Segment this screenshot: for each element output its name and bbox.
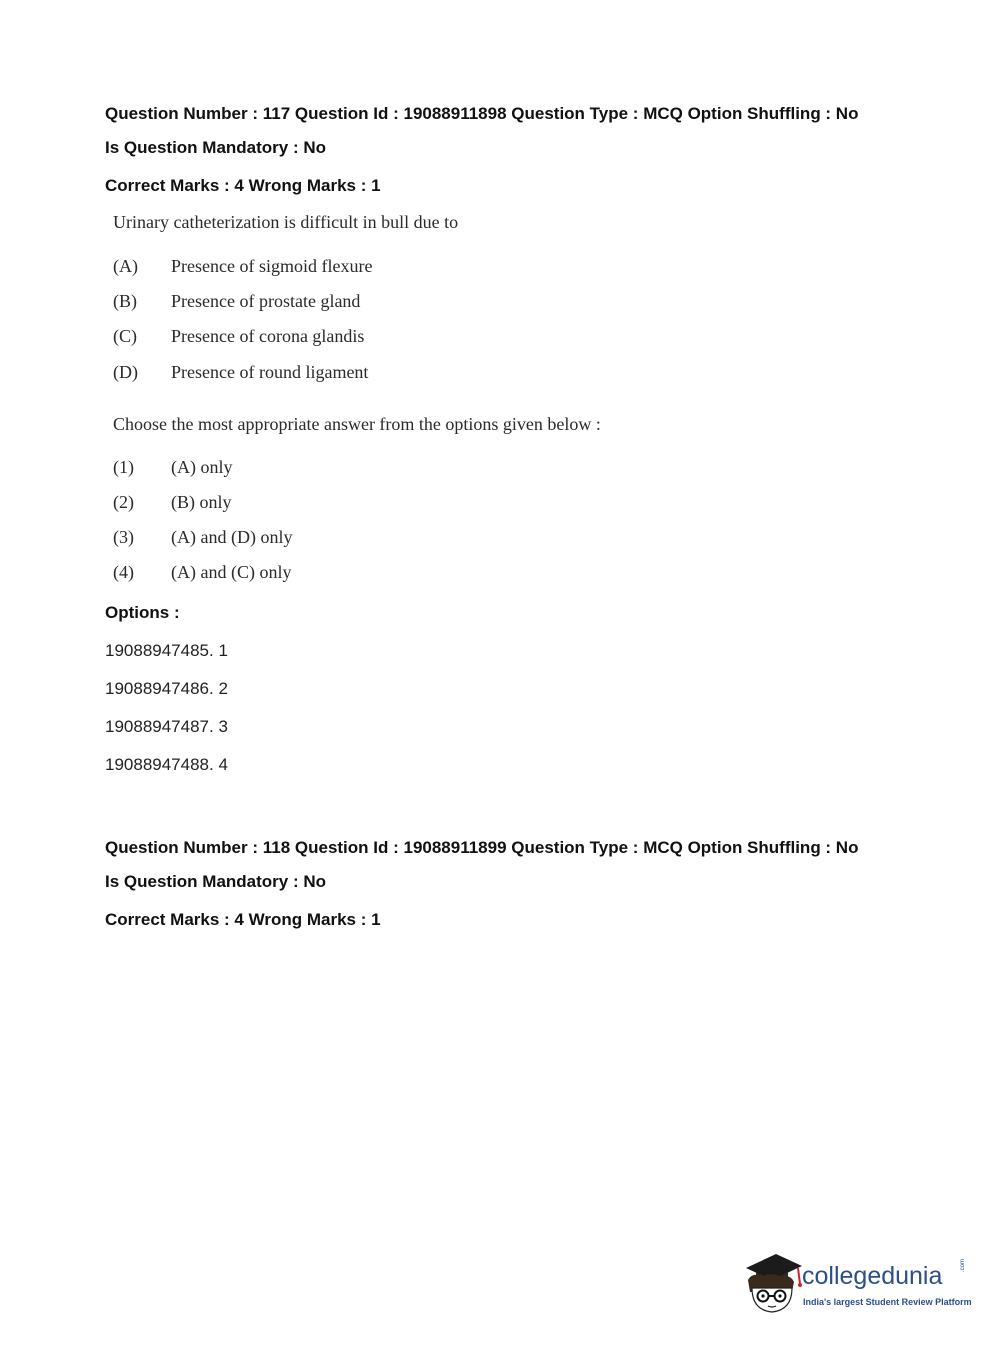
statement-text-a: Presence of sigmoid flexure bbox=[171, 256, 373, 276]
logo-wordmark: collegedunia bbox=[802, 1262, 943, 1290]
statement-text-d: Presence of round ligament bbox=[171, 362, 369, 382]
option-id-4: 19088947488. 4 bbox=[105, 755, 228, 774]
collegedunia-logo bbox=[742, 1250, 972, 1320]
statement-label-a: (A) bbox=[113, 256, 138, 276]
choice-label-2: (2) bbox=[113, 492, 134, 512]
q118-marks: Correct Marks : 4 Wrong Marks : 1 bbox=[105, 910, 381, 929]
q118-header-line2: Is Question Mandatory : No bbox=[105, 872, 327, 891]
choice-text-1: (A) only bbox=[171, 457, 233, 477]
choice-label-3: (3) bbox=[113, 527, 134, 547]
statement-label-b: (B) bbox=[113, 291, 137, 311]
q117-header-line1: Question Number : 117 Question Id : 19088911898 Question Type : MCQ Option Shuffling : No bbox=[105, 104, 859, 123]
choice-text-4: (A) and (C) only bbox=[171, 562, 292, 582]
option-id-1: 19088947485. 1 bbox=[105, 641, 228, 660]
choice-label-4: (4) bbox=[113, 562, 134, 582]
q117-options-heading: Options : bbox=[105, 603, 180, 622]
choice-text-2: (B) only bbox=[171, 492, 232, 512]
logo-suffix: .com bbox=[960, 1258, 966, 1272]
choice-label-1: (1) bbox=[113, 457, 134, 477]
logo-tagline: India's largest Student Review Platform bbox=[803, 1297, 972, 1307]
statement-label-d: (D) bbox=[113, 362, 138, 382]
statement-text-c: Presence of corona glandis bbox=[171, 326, 365, 346]
statement-label-c: (C) bbox=[113, 326, 137, 346]
q117-header-line2: Is Question Mandatory : No bbox=[105, 138, 327, 157]
q117-marks: Correct Marks : 4 Wrong Marks : 1 bbox=[105, 176, 381, 195]
q117-stem: Urinary catheterization is difficult in bull due to bbox=[113, 212, 459, 232]
q118-header-line1: Question Number : 118 Question Id : 19088911899 Question Type : MCQ Option Shuffling : No bbox=[105, 838, 859, 857]
mascot-icon bbox=[742, 1250, 804, 1320]
option-id-3: 19088947487. 3 bbox=[105, 717, 228, 736]
statement-text-b: Presence of prostate gland bbox=[171, 291, 361, 311]
choice-text-3: (A) and (D) only bbox=[171, 527, 293, 547]
q117-instruction: Choose the most appropriate answer from the options given below : bbox=[113, 414, 601, 434]
option-id-2: 19088947486. 2 bbox=[105, 679, 228, 698]
